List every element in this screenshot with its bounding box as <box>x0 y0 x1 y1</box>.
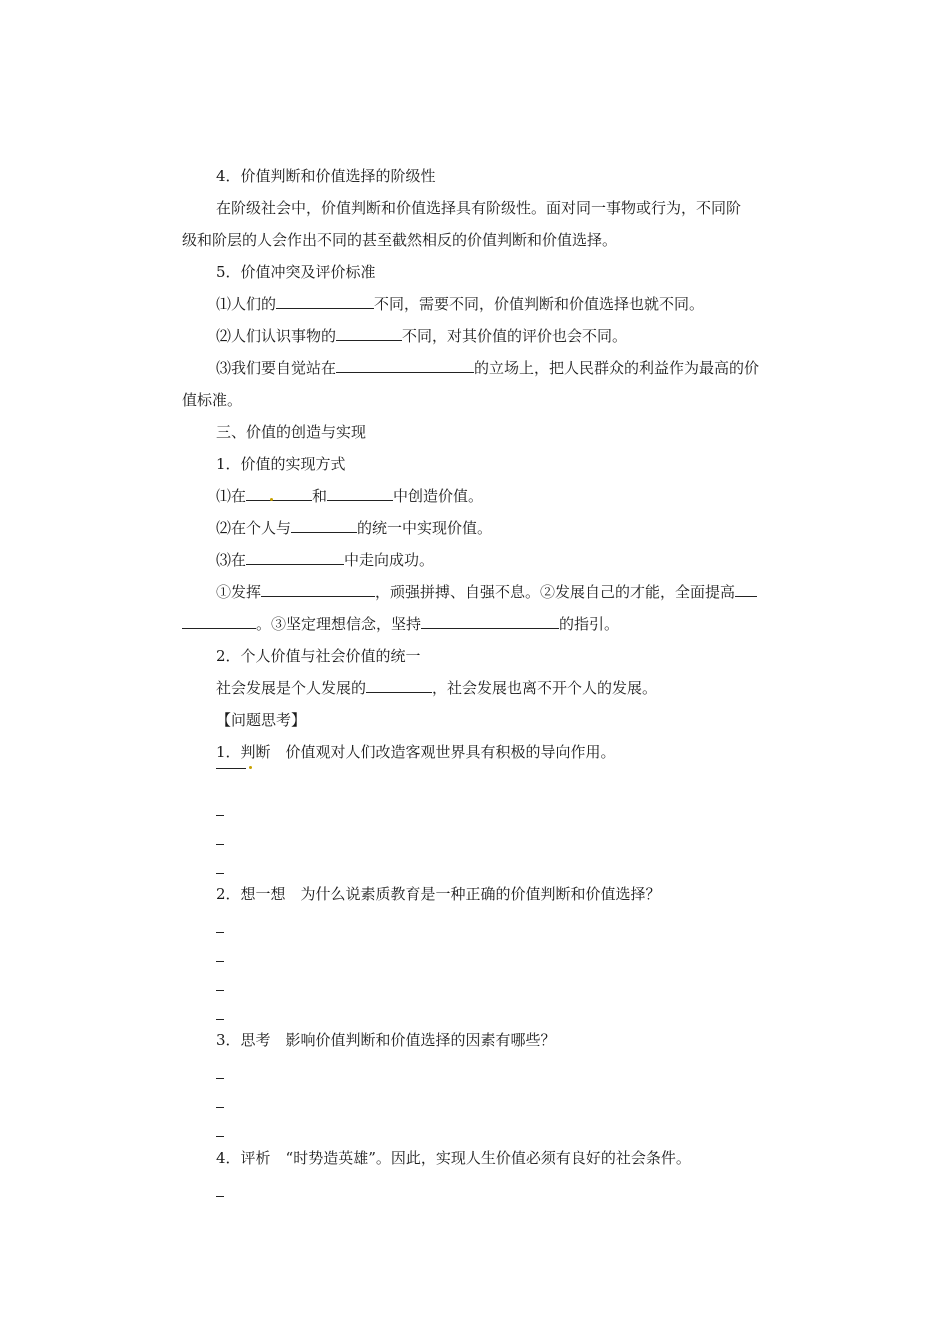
answer-blank[interactable] <box>182 614 256 629</box>
questions-heading: 【问题思考】 <box>216 711 307 729</box>
answer-blank[interactable] <box>336 358 474 373</box>
item-text: ，顽强拼搏、自强不息。②发展自己的才能，全面提高 <box>375 583 736 601</box>
item-text: ，社会发展也离不开个人的发展。 <box>432 679 658 697</box>
answer-line[interactable] <box>216 844 224 845</box>
answer-line[interactable] <box>216 1078 224 1079</box>
section-heading-4: 4．价值判断和价值选择的阶级性 <box>216 167 436 185</box>
answer-blank[interactable] <box>336 326 402 341</box>
answer-blank[interactable] <box>291 518 357 533</box>
marker-dot <box>270 498 273 501</box>
item-text: ⑴人们的 <box>216 295 277 313</box>
subsection-heading-2: 2．个人价值与社会价值的统一 <box>216 647 421 665</box>
fill-in-item-c4 <box>216 582 757 602</box>
answer-line[interactable] <box>216 961 224 962</box>
answer-blank[interactable] <box>276 294 374 309</box>
item-text: ⑵人们认识事物的 <box>216 327 337 345</box>
item-text: 中走向成功。 <box>344 551 435 569</box>
item-text: ⑵在个人与 <box>216 519 292 537</box>
item-text: ⑴在 <box>216 487 247 505</box>
paragraph-line: 值标准。 <box>182 391 243 409</box>
marker-dot <box>249 766 252 769</box>
question-3: 3．思考 影响价值判断和价值选择的因素有哪些？ <box>216 1031 556 1049</box>
answer-blank[interactable] <box>366 678 432 693</box>
answer-line[interactable] <box>216 873 224 874</box>
answer-line[interactable] <box>216 1107 224 1108</box>
item-text: ①发挥 <box>216 583 262 601</box>
answer-line[interactable] <box>216 1019 224 1020</box>
answer-line[interactable] <box>216 815 224 816</box>
item-text: 中创造价值。 <box>393 487 484 505</box>
answer-blank[interactable] <box>421 614 559 629</box>
answer-line[interactable] <box>216 990 224 991</box>
question-2: 2．想一想 为什么说素质教育是一种正确的价值判断和价值选择？ <box>216 885 661 903</box>
answer-blank[interactable] <box>327 486 393 501</box>
fill-in-item-s1 <box>216 678 657 698</box>
fill-in-item-c2 <box>216 518 492 538</box>
fill-in-item-1 <box>216 294 704 314</box>
subsection-heading-1: 1．价值的实现方式 <box>216 455 346 473</box>
paragraph-line: 级和阶层的人会作出不同的甚至截然相反的价值判断和价值选择。 <box>182 231 618 249</box>
answer-blank[interactable] <box>246 550 344 565</box>
question-4: 4．评析 “时势造英雄”。因此，实现人生价值必须有良好的社会条件。 <box>216 1149 691 1167</box>
fill-in-item-c3 <box>216 550 434 570</box>
answer-line[interactable] <box>216 1196 224 1197</box>
answer-line[interactable] <box>216 768 246 769</box>
item-text: ⑶我们要自觉站在 <box>216 359 337 377</box>
question-1: 1．判断 价值观对人们改造客观世界具有积极的导向作用。 <box>216 743 616 761</box>
fill-in-item-3 <box>216 358 759 378</box>
section-heading-3: 三、价值的创造与实现 <box>216 423 367 441</box>
fill-in-item-2 <box>216 326 627 346</box>
answer-blank[interactable] <box>261 582 375 597</box>
answer-line[interactable] <box>216 932 224 933</box>
fill-in-item-c4-cont <box>182 614 619 634</box>
fill-in-item-c1 <box>216 486 483 506</box>
item-text: 的指引。 <box>559 615 620 633</box>
item-text: 的统一中实现价值。 <box>357 519 493 537</box>
item-text: 的立场上，把人民群众的利益作为最高的价 <box>474 359 760 377</box>
answer-blank[interactable] <box>735 582 757 597</box>
item-text: 不同，需要不同，价值判断和价值选择也就不同。 <box>374 295 705 313</box>
item-text: ⑶在 <box>216 551 247 569</box>
item-text: 和 <box>312 487 328 505</box>
section-heading-5: 5．价值冲突及评价标准 <box>216 263 376 281</box>
item-text: 不同，对其价值的评价也会不同。 <box>402 327 628 345</box>
answer-line[interactable] <box>216 1136 224 1137</box>
item-text: 社会发展是个人发展的 <box>216 679 367 697</box>
answer-blank[interactable] <box>246 486 312 501</box>
paragraph-line: 在阶级社会中，价值判断和价值选择具有阶级性。面对同一事物或行为，不同阶 <box>216 199 742 217</box>
item-text: 。③坚定理想信念，坚持 <box>256 615 422 633</box>
